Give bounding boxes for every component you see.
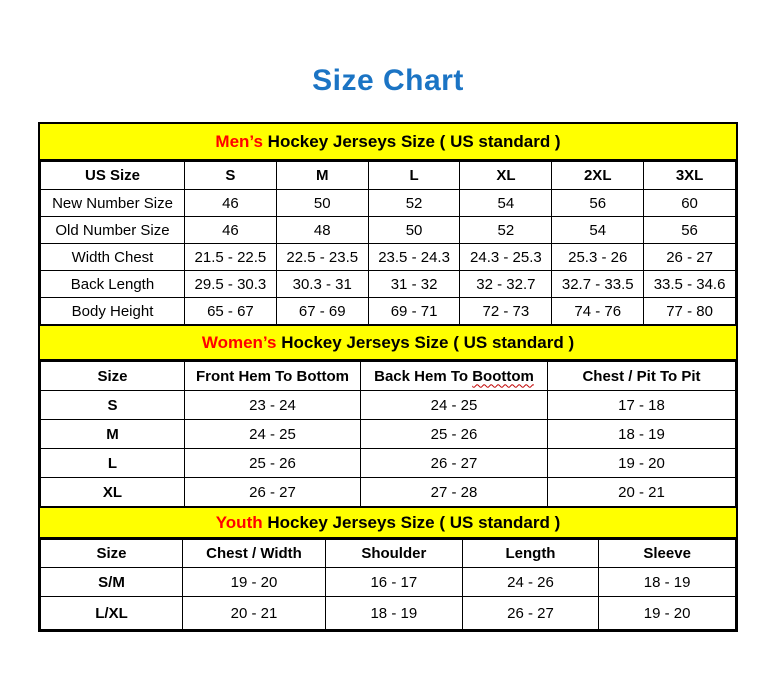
- table-row: [41, 449, 736, 478]
- size-value: 24 - 26: [462, 568, 599, 597]
- size-value: 48: [276, 217, 368, 244]
- column-header: Chest / Width: [183, 540, 326, 568]
- misspelled-word: Boottom: [472, 367, 534, 385]
- size-value: 22.5 - 23.5: [276, 244, 368, 271]
- column-header: XL: [460, 162, 552, 190]
- column-header: L: [368, 162, 460, 190]
- column-header: Front Hem To Bottom: [185, 362, 361, 391]
- size-value: 21.5 - 22.5: [185, 244, 277, 271]
- size-value: 24.3 - 25.3: [460, 244, 552, 271]
- row-label: S: [41, 391, 185, 420]
- row-label: New Number Size: [41, 190, 185, 217]
- size-value: 19 - 20: [599, 597, 736, 630]
- size-value: 50: [276, 190, 368, 217]
- size-value: 23.5 - 24.3: [368, 244, 460, 271]
- table-row: [41, 244, 736, 271]
- youth-section-header: [40, 507, 736, 539]
- row-label: Back Length: [41, 271, 185, 298]
- row-label: Old Number Size: [41, 217, 185, 244]
- size-value: 26 - 27: [462, 597, 599, 630]
- size-value: 26 - 27: [644, 244, 736, 271]
- size-value: 54: [552, 217, 644, 244]
- page-title: Size Chart: [312, 64, 464, 97]
- size-value: 46: [185, 217, 277, 244]
- row-label: L: [41, 449, 185, 478]
- size-value: 26 - 27: [185, 478, 361, 507]
- column-header: Size: [41, 362, 185, 391]
- table-row: [41, 217, 736, 244]
- size-value: 33.5 - 34.6: [644, 271, 736, 298]
- size-value: 77 - 80: [644, 298, 736, 325]
- womens-section-header: [40, 325, 736, 361]
- size-value: 56: [552, 190, 644, 217]
- mens-section-title: Hockey Jerseys Size ( US standard ): [262, 132, 561, 151]
- size-value: 67 - 69: [276, 298, 368, 325]
- size-value: 18 - 19: [548, 420, 736, 449]
- size-value: 32 - 32.7: [460, 271, 552, 298]
- size-value: 25 - 26: [361, 420, 548, 449]
- column-header: US Size: [41, 162, 185, 190]
- table-row: [41, 420, 736, 449]
- size-value: 25 - 26: [185, 449, 361, 478]
- column-header: Chest / Pit To Pit: [548, 362, 736, 391]
- column-header: 3XL: [644, 162, 736, 190]
- column-header: [361, 362, 548, 391]
- size-value: 72 - 73: [460, 298, 552, 325]
- mens-section-highlight: Men’s: [215, 132, 263, 151]
- size-value: 19 - 20: [183, 568, 326, 597]
- size-value: 74 - 76: [552, 298, 644, 325]
- column-header: Size: [41, 540, 183, 568]
- row-label: S/M: [41, 568, 183, 597]
- size-value: 20 - 21: [183, 597, 326, 630]
- size-value: 17 - 18: [548, 391, 736, 420]
- column-header: Sleeve: [599, 540, 736, 568]
- size-value: 27 - 28: [361, 478, 548, 507]
- size-value: 18 - 19: [599, 568, 736, 597]
- table-row: [41, 597, 736, 630]
- size-value: 50: [368, 217, 460, 244]
- size-value: 31 - 32: [368, 271, 460, 298]
- size-value: 16 - 17: [326, 568, 463, 597]
- womens-header-row: [41, 362, 736, 391]
- mens-header-row: [41, 162, 736, 190]
- youth-section-highlight: Youth: [215, 513, 263, 532]
- youth-section-title: Hockey Jerseys Size ( US standard ): [262, 513, 561, 532]
- size-value: 32.7 - 33.5: [552, 271, 644, 298]
- table-row: [41, 271, 736, 298]
- size-value: 23 - 24: [185, 391, 361, 420]
- womens-section-title: Hockey Jerseys Size ( US standard ): [276, 333, 575, 352]
- size-value: 26 - 27: [361, 449, 548, 478]
- table-row: [41, 190, 736, 217]
- size-value: 20 - 21: [548, 478, 736, 507]
- row-label: M: [41, 420, 185, 449]
- size-value: 25.3 - 26: [552, 244, 644, 271]
- table-row: [41, 391, 736, 420]
- row-label: L/XL: [41, 597, 183, 630]
- youth-size-table: [40, 539, 736, 630]
- mens-size-table: [40, 161, 736, 325]
- womens-section-highlight: Women’s: [201, 333, 277, 352]
- table-row: [41, 568, 736, 597]
- size-value: 18 - 19: [326, 597, 463, 630]
- size-value: 69 - 71: [368, 298, 460, 325]
- size-value: 46: [185, 190, 277, 217]
- size-value: 52: [460, 217, 552, 244]
- size-value: 19 - 20: [548, 449, 736, 478]
- size-value: 56: [644, 217, 736, 244]
- table-row: [41, 478, 736, 507]
- column-header: 2XL: [552, 162, 644, 190]
- size-chart: [38, 122, 738, 632]
- youth-header-row: [41, 540, 736, 568]
- mens-section-header: [40, 124, 736, 161]
- size-value: 24 - 25: [361, 391, 548, 420]
- table-row: [41, 298, 736, 325]
- size-value: 29.5 - 30.3: [185, 271, 277, 298]
- size-value: 30.3 - 31: [276, 271, 368, 298]
- size-value: 60: [644, 190, 736, 217]
- column-header: Length: [462, 540, 599, 568]
- size-value: 65 - 67: [185, 298, 277, 325]
- column-header: S: [185, 162, 277, 190]
- column-header: Shoulder: [326, 540, 463, 568]
- column-header: M: [276, 162, 368, 190]
- womens-size-table: [40, 361, 736, 507]
- size-value: 24 - 25: [185, 420, 361, 449]
- row-label: Body Height: [41, 298, 185, 325]
- size-value: 54: [460, 190, 552, 217]
- row-label: Width Chest: [41, 244, 185, 271]
- row-label: XL: [41, 478, 185, 507]
- size-value: 52: [368, 190, 460, 217]
- column-header-text: Back Hem To: [374, 367, 473, 385]
